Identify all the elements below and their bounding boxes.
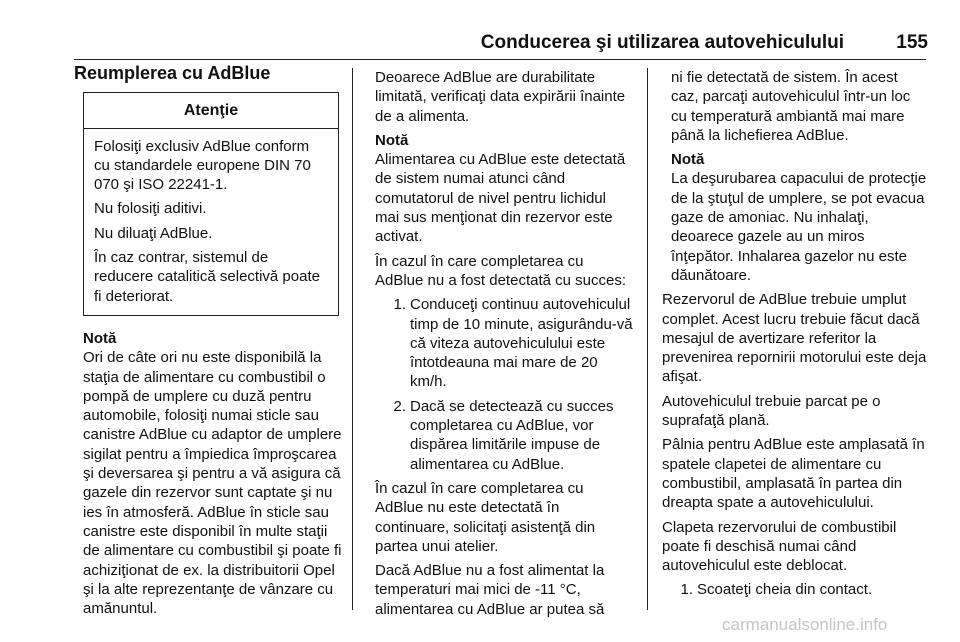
warning-body [84,129,338,315]
warning-paragraph: Nu diluaţi AdBlue. [94,224,213,242]
column-1 [74,64,342,623]
column-2 [375,68,633,624]
section-title: Reumplerea cu AdBlue [74,63,271,83]
paragraph: Autovehiculul trebuie parcat pe o suprafaţă plană. [662,392,881,430]
list-number: 1. [393,296,406,314]
warning-box [83,92,339,316]
list-text: Dacă se detectează cu succes completarea cu AdBlue, vor dispărea limitările impuse de alimentarea cu AdBlue. [410,397,614,473]
page-number: 155 [896,32,928,53]
note-text: Alimentarea cu AdBlue este detectată de sistem numai atunci când comutatorul de nivel pentru lichidul mai sus menţionat din rezervor este activat. [375,151,626,246]
paragraph: În cazul în care completarea cu AdBlue nu este detectată în continuare, solicitaţi asistenţă din partea unui atelier. [375,479,596,555]
list-number: 1. [680,581,693,599]
paragraph: Pâlnia pentru AdBlue este amplasată în spatele clapetei de alimentare cu combustibil, amplasată în partea din dreapta spate a autovehiculului. [662,436,925,512]
warning-paragraph: Folosiţi exclusiv AdBlue conform cu standardele europene DIN 70 070 şi ISO 22241-1. [94,137,311,194]
list-item [662,580,928,599]
note-text: Ori de câte ori nu este disponibilă la staţia de alimentare cu combustibil o pompă de umplere cu duză pentru automobile, folosiţi numai sticle sau canistre AdBlue cu adaptor de umplere sigilat pentru a împiedica împroşcarea şi deversarea şi pentru a vă asigura că gazele din rezervor sunt captate şi nu ies în atmosferă. AdBlue în sticle sau canistre este disponibil în multe staţii de alimentare cu combustibil şi poate fi achiziţionat de ex. la distribuitorii Opel şi la alte reprezentanţe de vânzare cu amănuntul. [83,349,342,618]
note-label: Notă [375,131,409,149]
header-rule [74,59,926,60]
list-text: Scoateţi cheia din contact. [697,581,873,599]
paragraph: ni fie detectată de sistem. În acest caz, parcaţi autovehiculul într-un loc cu temperatură ambiantă mai mare până la lichefierea AdBlue. [671,69,911,144]
warning-paragraph: Nu folosiţi aditivi. [94,200,207,218]
paragraph: Rezervorul de AdBlue trebuie umplut complet. Acest lucru trebuie făcut dacă mesajul de avertizare referitor la prevenirea repornirii motorului este deja afişat. [662,291,927,386]
paragraph: Clapeta rezervorului de combustibil poate fi deschisă numai când autovehiculul este deblocat. [662,518,897,575]
warning-heading: Atenţie [84,93,338,128]
watermark: carmanualsonline.info [722,615,888,634]
note-label: Notă [671,151,705,169]
header-title: Conducerea şi utilizarea autovehiculului [480,32,844,53]
column-3 [662,68,928,605]
paragraph: În cazul în care completarea cu AdBlue nu a fost detectată cu succes: [375,252,626,289]
note-label: Notă [83,329,117,347]
steps-list [375,295,633,474]
note-block [74,329,342,618]
list-item [375,295,633,391]
column-divider-1 [352,68,353,610]
list-number: 2. [393,397,406,415]
warning-paragraph: În caz contrar, sistemul de reducere catalitică selectivă poate fi deteriorat. [94,249,320,305]
note-block [662,150,928,285]
steps-list [662,580,928,599]
paragraph: Deoarece AdBlue are durabilitate limitată, verificaţi data expirării înainte de a alimenta. [375,69,626,125]
note-text: La deşurubarea capacului de protecţie de la ştuţul de umplere, se pot evacua gaze de amoniac. Nu inhalaţi, deoarece gazele au un miros înţepător. Inhalarea gazelor nu este dăunătoare. [671,170,927,284]
column-divider-2 [647,68,648,610]
list-item [375,397,633,474]
list-text: Conduceţi continuu autovehiculul timp de 10 minute, asigurându-vă că viteza autovehiculului este întotdeauna mai mare de 20 km/h. [410,296,633,391]
paragraph: Dacă AdBlue nu a fost alimentat la temperaturi mai mici de -11 °C, alimentarea cu AdBlue ar putea să [375,562,605,618]
